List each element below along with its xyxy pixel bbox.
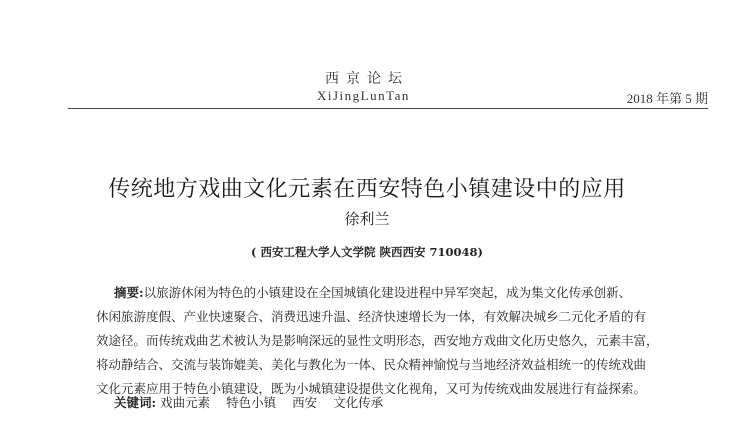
- author-affiliation: ( 西安工程大学人文学院 陕西西安 710048): [251, 245, 483, 259]
- abstract-line: 休闲旅游度假、产业快速聚合、消费迅速升温、经济快速增长为一体，有效解决城乡二元化矛盾的有: [96, 309, 647, 324]
- keyword: 特色小镇: [226, 395, 277, 410]
- abstract-text: 以旅游休闲为特色的小镇建设在全国城镇化建设进程中异军突起，成为集文化传承创新、: [143, 285, 632, 300]
- keywords-label: 关键词:: [114, 395, 157, 410]
- keyword: 文化传承: [333, 395, 384, 410]
- abstract-line: 将动静结合、交流与装饰媲美、美化与教化为一体、民众精神愉悦与当地经济效益相统一的传统戏曲: [96, 357, 647, 372]
- abstract-line: 文化元素应用于特色小镇建设，既为小城镇建设提供文化视角，又可为传统戏曲发展进行有益探索。: [96, 381, 647, 396]
- journal-name-en: XiJingLunTan: [317, 88, 410, 103]
- abstract-label: 摘要:: [114, 285, 144, 300]
- article-title: 传统地方戏曲文化元素在西安特色小镇建设中的应用: [108, 177, 626, 202]
- abstract: [96, 281, 676, 401]
- issue-number: 2018 年第 5 期: [626, 91, 708, 106]
- journal-name-cn: 西京论坛: [325, 71, 409, 87]
- keywords: [114, 393, 395, 411]
- keyword: 戏曲元素: [160, 395, 211, 410]
- abstract-line: 效途径。而传统戏曲艺术被认为是影响深远的显性文明形态，西安地方戏曲文化历史悠久，元素丰富，: [96, 333, 659, 348]
- author-name: 徐利兰: [344, 210, 390, 228]
- header-rule: [68, 108, 708, 109]
- keyword: 西安: [292, 395, 318, 410]
- abstract-line: [96, 281, 676, 305]
